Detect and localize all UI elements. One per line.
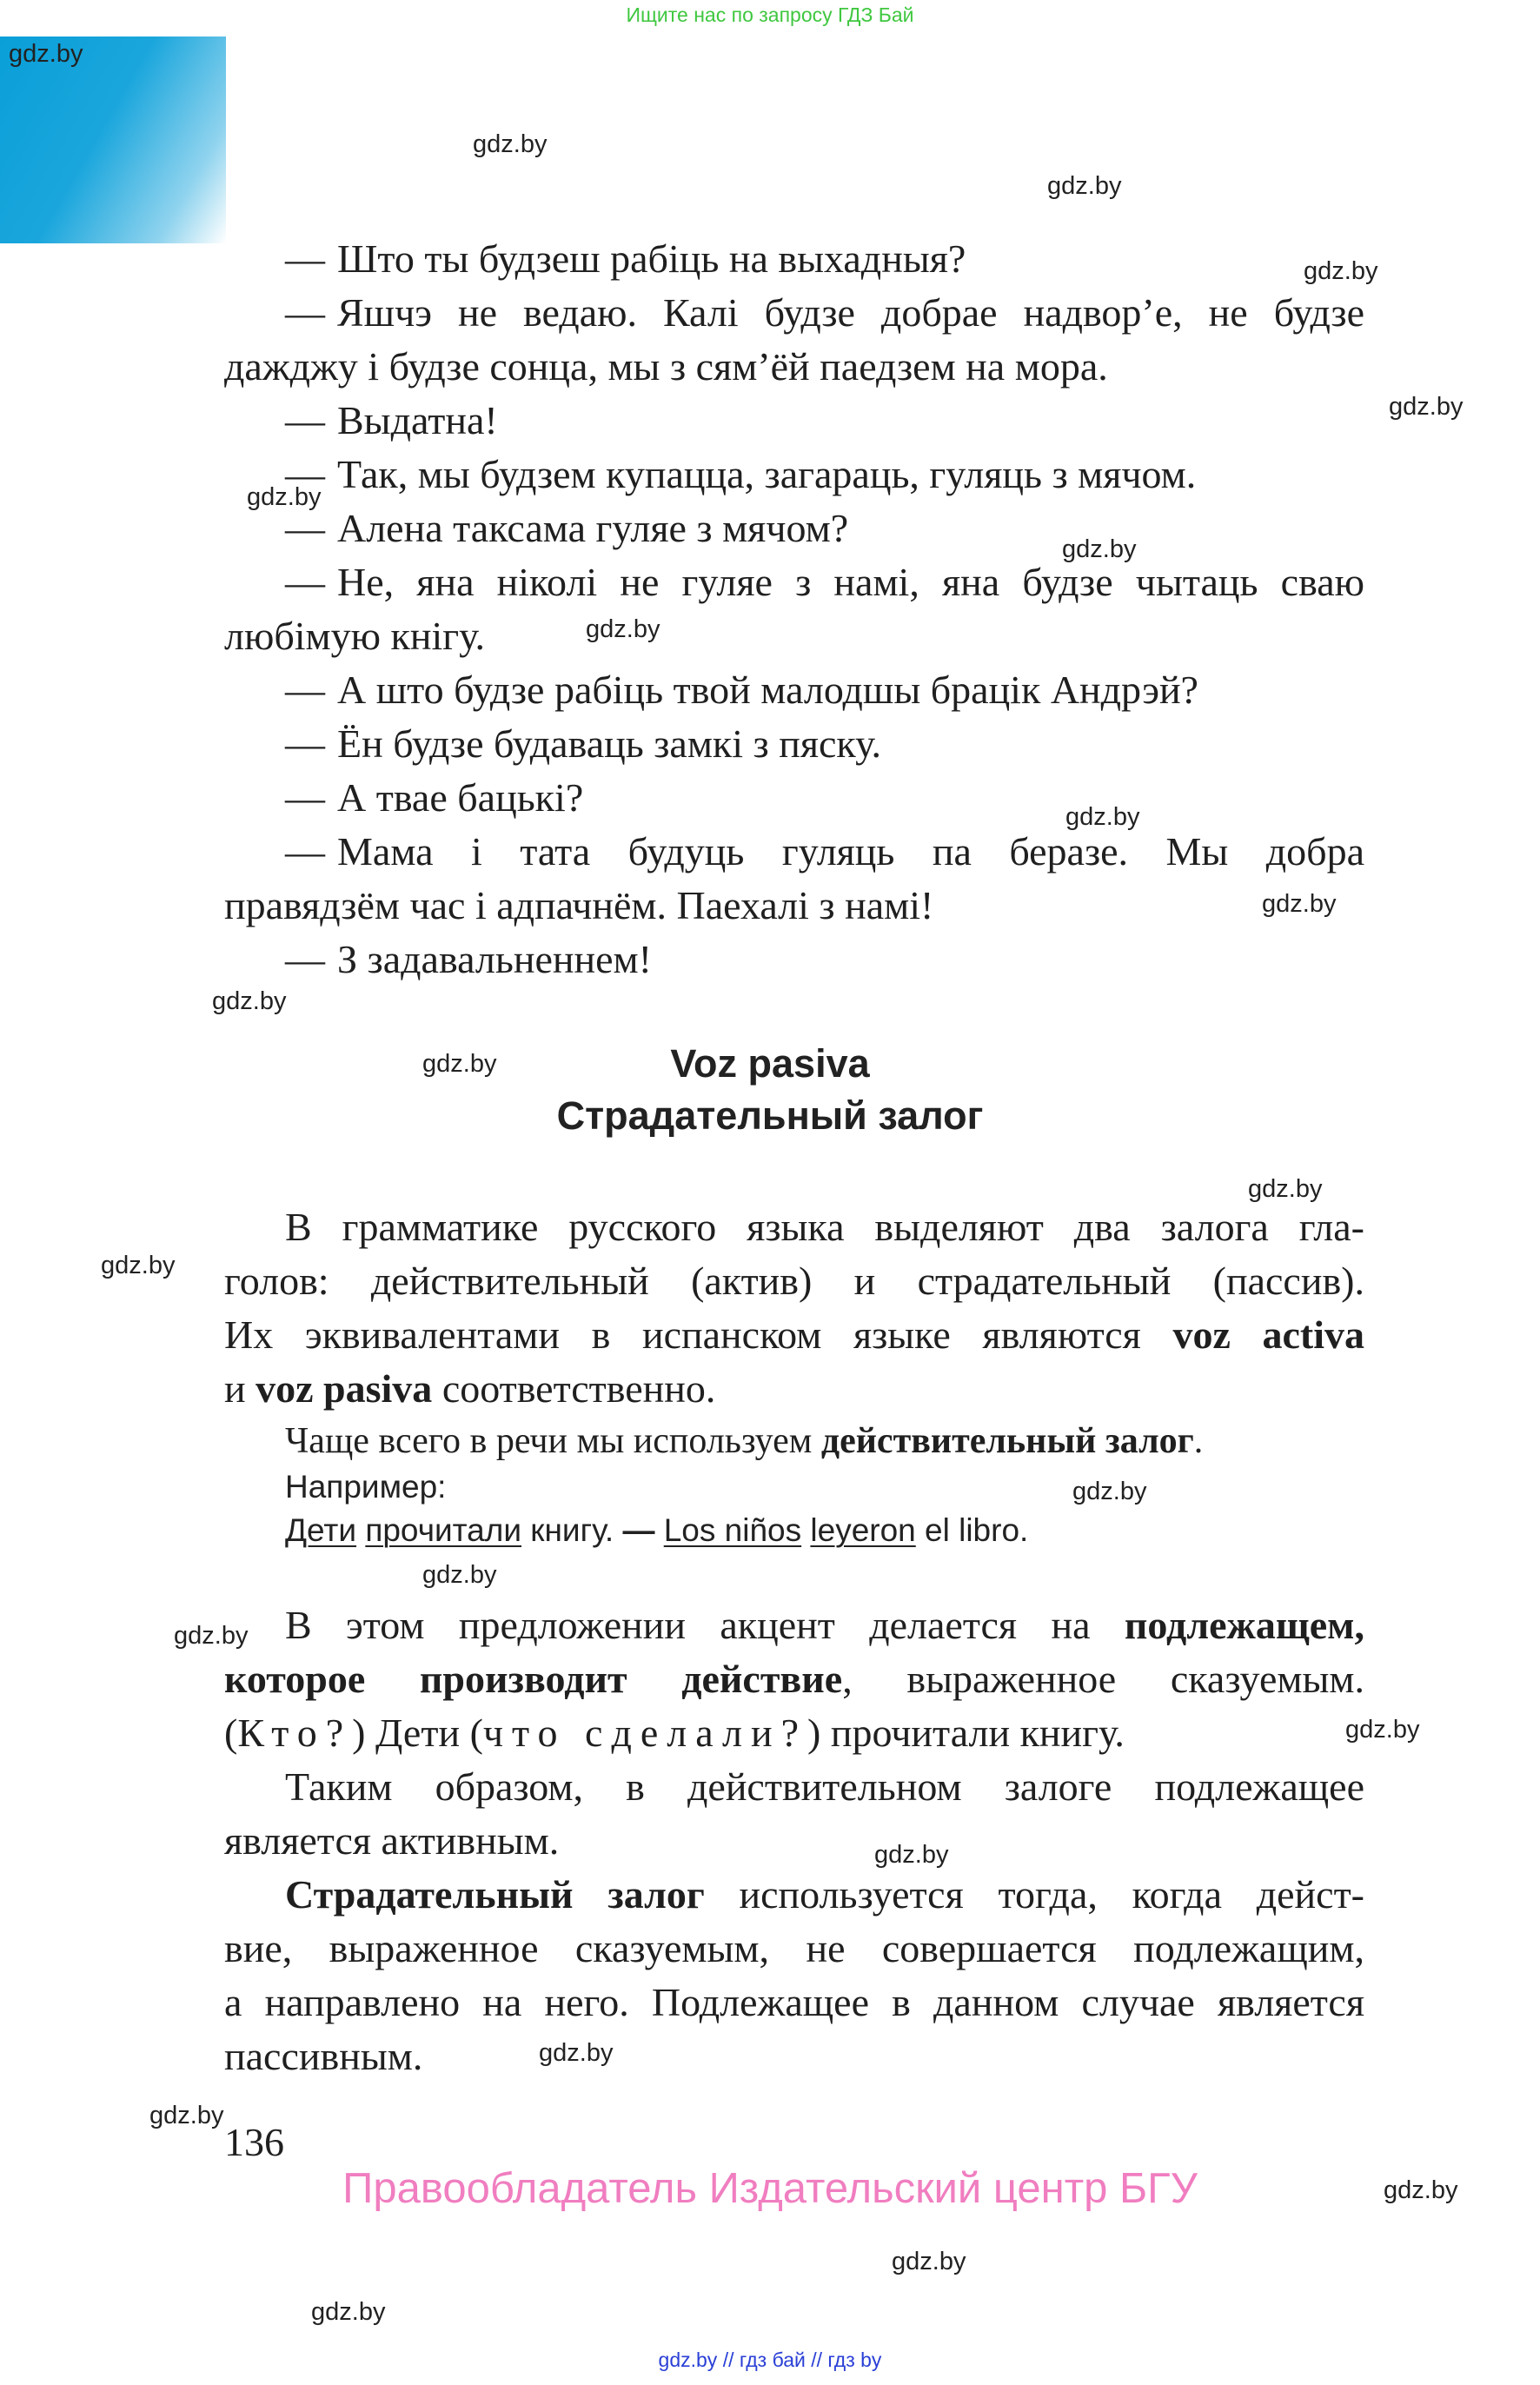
top-banner[interactable]: Ищите нас по запросу ГДЗ Бай (626, 3, 914, 26)
watermark: gdz.by (874, 1841, 949, 1869)
watermark: gdz.by (473, 130, 548, 158)
paragraph-line: Их эквивалентами в испанском языке являются voz activa (224, 1312, 1364, 1357)
paragraph-line: пассивным. (224, 2034, 423, 2078)
dialogue-line: — А што будзе рабіць твой малодшы брацік Андрэй? (285, 668, 1198, 712)
page-number: 136 (224, 2120, 284, 2164)
watermark: gdz.by (174, 1622, 249, 1650)
watermark: gdz.by (1072, 1478, 1147, 1505)
copyright-notice: Правообладатель Издательский центр БГУ (342, 2165, 1198, 2212)
watermark: gdz.by (1065, 803, 1140, 831)
watermark: gdz.by (539, 2039, 614, 2067)
example-intro: Чаще всего в речи мы используем действительный залог. (285, 1421, 1204, 1461)
watermark: gdz.by (586, 615, 660, 643)
paragraph-line: Таким образом, в действительном залоге подлежащее (285, 1764, 1364, 1809)
section-title-ru: Страдательный залог (556, 1093, 984, 1138)
watermark: gdz.by (1262, 890, 1337, 918)
watermark: gdz.by (1384, 2176, 1458, 2204)
paragraph-line: В грамматике русского языка выделяют два залога гла- (285, 1205, 1364, 1249)
watermark: gdz.by (149, 2102, 224, 2129)
example-label: Например: (285, 1469, 447, 1505)
watermark: gdz.by (1062, 535, 1137, 563)
section-title-es: Voz pasiva (670, 1041, 870, 1086)
watermark: gdz.by (422, 1561, 497, 1589)
dialogue-line-cont: любімую кнігу. (224, 614, 485, 658)
dialogue-line-cont: дажджу і будзе сонца, мы з сям’ёй паедзем на мора. (224, 344, 1108, 389)
paragraph-line: а направлено на него. Подлежащее в данном случае является (224, 1980, 1364, 2024)
dialogue-line-cont: правядзём час і адпачнём. Паехалі з намі! (224, 883, 934, 927)
dialogue-line: — Выдатна! (285, 398, 498, 442)
paragraph-line: голов: действительный (актив) и страдательный (пассив). (224, 1259, 1364, 1303)
dialogue-line: — З задавальненнем! (285, 937, 652, 981)
watermark: gdz.by (1304, 257, 1378, 285)
dialogue-line: — Так, мы будзем купацца, загараць, гуляць з мячом. (285, 452, 1197, 496)
dialogue-line: — Што ты будзеш рабіць на выхадныя? (285, 236, 966, 281)
dialogue-line: — Яшчэ не ведаю. Калі будзе добрае надвор’е, не будзе (285, 290, 1364, 335)
watermark: gdz.by (212, 987, 287, 1015)
watermark: gdz.by (247, 483, 322, 511)
watermark: gdz.by (892, 2248, 966, 2275)
paragraph-line: которое производит действие, выраженное сказуемым. (224, 1657, 1364, 1701)
watermark: gdz.by (1389, 393, 1464, 421)
watermark: gdz.by (1047, 172, 1122, 200)
paragraph-line: В этом предложении акцент делается на подлежащем, (285, 1603, 1364, 1647)
dialogue-line: — Ён будзе будаваць замкі з пяску. (285, 721, 882, 766)
dialogue-line: — Мама і тата будуць гуляць па беразе. Мы добра (285, 829, 1364, 874)
paragraph-line: (Кто?) Дети (что сделали?) прочитали книгу. (224, 1711, 1125, 1755)
paragraph-line: и voz pasiva соответственно. (224, 1366, 716, 1411)
dialogue-line: — Не, яна ніколі не гуляе з намі, яна будзе чытаць сваю (285, 560, 1364, 604)
watermark: gdz.by (1248, 1175, 1323, 1203)
dialogue-line: — Алена таксама гуляе з мячом? (285, 506, 849, 550)
example-sentence: Дети прочитали книгу. — Los niños leyeron el libro. (285, 1512, 1029, 1548)
watermark: gdz.by (101, 1252, 176, 1279)
paragraph-line: Страдательный залог используется тогда, когда дейст- (285, 1872, 1364, 1917)
watermark: gdz.by (311, 2298, 386, 2326)
watermark: gdz.by (1345, 1716, 1420, 1744)
watermark: gdz.by (9, 40, 83, 68)
watermark: gdz.by (422, 1050, 497, 1078)
footer-links[interactable]: gdz.by // гдз бай // гдз by (658, 2348, 882, 2371)
paragraph-line: вие, выраженное сказуемым, не совершается подлежащим, (224, 1926, 1364, 1970)
paragraph-line: является активным. (224, 1818, 560, 1863)
dialogue-line: — А твае бацькі? (285, 775, 584, 820)
